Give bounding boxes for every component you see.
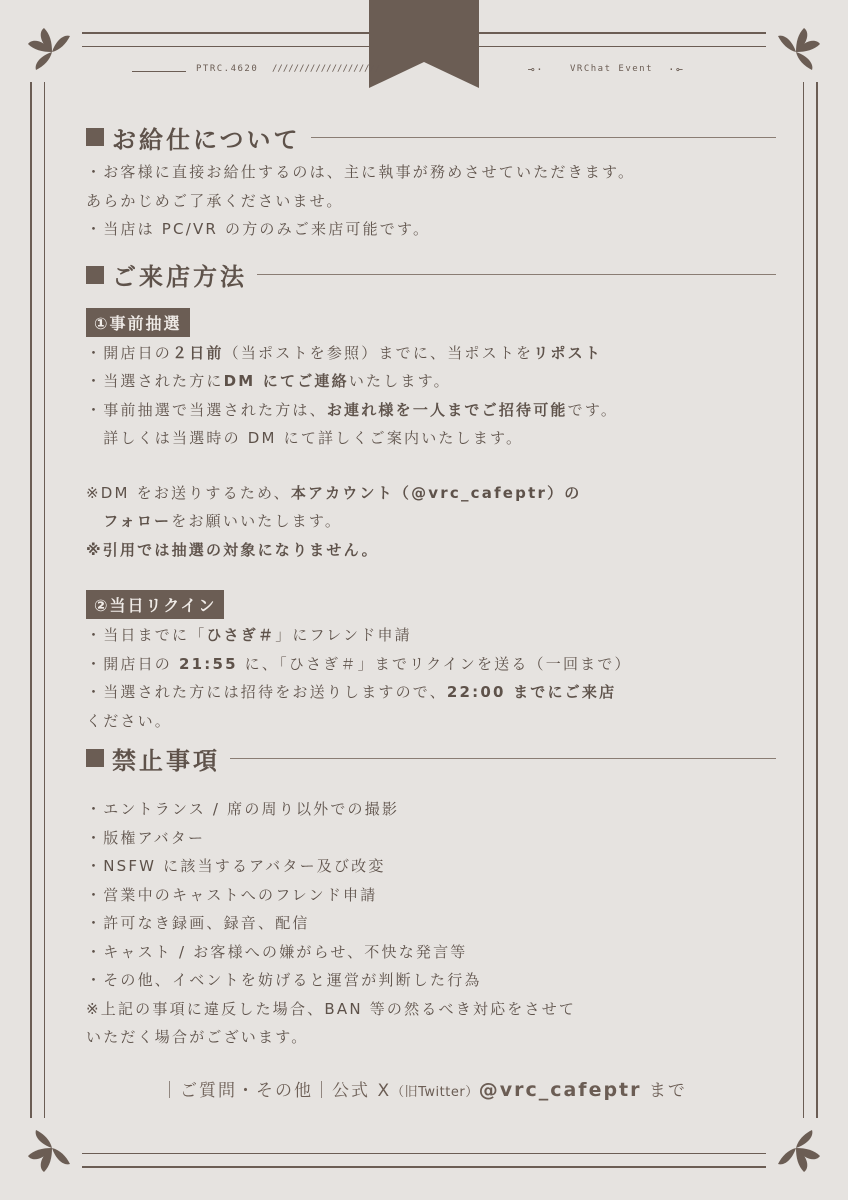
- square-bullet-icon: [86, 749, 104, 767]
- section-title-text: 禁止事項: [112, 746, 220, 775]
- footer-label: ｜ご質問・その他｜公式 X: [161, 1081, 392, 1101]
- section-title-service: [86, 118, 776, 156]
- lottery-note-3: ※引用では抽選の対象になりません。: [86, 540, 379, 559]
- prohibited-item: ・キャスト / お客様への嫌がらせ、不快な発言等: [86, 942, 468, 961]
- header-rule-left: [132, 71, 186, 72]
- header-code: PTRC.4620: [196, 64, 259, 74]
- invite-line-4: ください。: [86, 711, 173, 730]
- footer-suffix: まで: [641, 1081, 687, 1101]
- header-ornament-left: ⊸·: [528, 63, 545, 76]
- title-rule: [311, 137, 776, 138]
- section-title-prohibited: [86, 739, 776, 777]
- prohibited-note-2: いただく場合がございます。: [86, 1028, 309, 1046]
- ribbon-bookmark-icon: [369, 0, 479, 88]
- lottery-line-2: ・当選された方にDM にてご連絡いたします。: [86, 372, 451, 390]
- service-line-3: ・当店は PC/VR の方のみご来店可能です。: [86, 220, 431, 238]
- section-title-text: お給仕について: [112, 125, 301, 154]
- lottery-line-3: ・事前抽選で当選された方は、お連れ様を一人までご招待可能です。: [86, 400, 619, 419]
- section-title-text: ご来店方法: [112, 263, 247, 291]
- header-hatch: ////////////////////: [272, 64, 381, 74]
- prohibited-item: ・その他、イベントを妨げると運営が判断した行為: [86, 971, 482, 989]
- invite-line-2: ・開店日の 21:55 に、「ひさぎ＃」までリクインを送る（一回まで）: [86, 654, 632, 673]
- header-event: VRChat Event: [570, 64, 654, 74]
- section-title-visit: [86, 256, 776, 294]
- square-bullet-icon: [86, 266, 104, 284]
- square-bullet-icon: [86, 128, 104, 146]
- lottery-line-1: ・開店日の２日前（当ポストを参照）までに、当ポストをリポスト: [86, 343, 603, 362]
- service-line-2: あらかじめご了承くださいませ。: [86, 191, 344, 210]
- prohibited-item: ・許可なき録画、録音、配信: [86, 914, 310, 932]
- subheading-lottery: ①事前抽選: [86, 308, 190, 337]
- title-rule: [257, 274, 776, 275]
- footer-handle-link[interactable]: @vrc_cafeptr: [478, 1079, 642, 1101]
- lottery-note-1: ※DM をお送りするため、本アカウント（@vrc_cafeptr）の: [86, 483, 582, 502]
- lottery-note-2: フォローをお願いいたします。: [103, 512, 343, 530]
- footer-contact: [0, 1076, 848, 1101]
- invite-line-3: ・当選された方には招待をお送りしますので、22:00 までにご来店: [86, 683, 617, 701]
- prohibited-item: ・エントランス / 席の周り以外での撮影: [86, 800, 400, 818]
- lottery-line-4: 詳しくは当選時の DM にて詳しくご案内いたします。: [86, 429, 524, 447]
- service-line-1: ・お客様に直接お給仕するのは、主に執事が務めさせていただきます。: [86, 163, 636, 181]
- corner-ornament-top-right: [766, 22, 826, 82]
- prohibited-item: ・版権アバター: [86, 828, 206, 847]
- header-ornament-right: ·⟜: [668, 63, 685, 76]
- footer-old-twitter: （旧Twitter）: [391, 1085, 479, 1100]
- corner-ornament-bottom-right: [766, 1118, 826, 1178]
- prohibited-note-1: ※上記の事項に違反した場合、BAN 等の然るべき対応をさせて: [86, 999, 577, 1018]
- subheading-request-invite: ②当日リクイン: [86, 590, 224, 619]
- prohibited-item: ・NSFW に該当するアバター及び改変: [86, 857, 386, 875]
- corner-ornament-top-left: [22, 22, 82, 82]
- corner-ornament-bottom-left: [22, 1118, 82, 1178]
- title-rule: [230, 758, 776, 759]
- invite-line-1: ・当日までに「ひさぎ＃」にフレンド申請: [86, 626, 412, 644]
- prohibited-item: ・営業中のキャストへのフレンド申請: [86, 885, 378, 904]
- main-content: [86, 118, 776, 1052]
